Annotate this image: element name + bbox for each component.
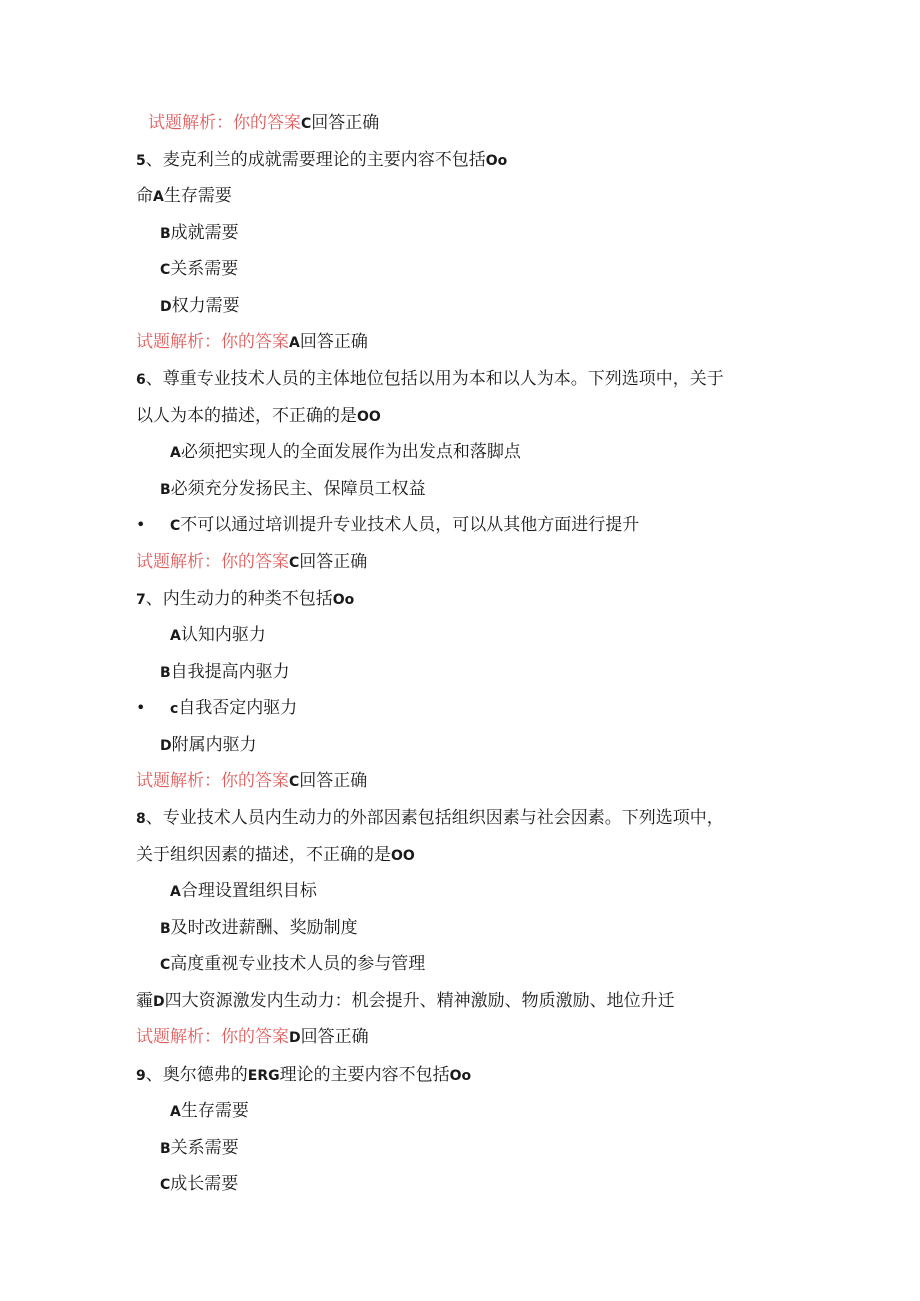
- answer-result: 回答正确: [300, 1027, 369, 1047]
- option-6a: [170, 440, 521, 465]
- answer-line: [136, 769, 367, 794]
- question-separator: 、: [145, 369, 163, 389]
- option-letter: D: [153, 994, 165, 1010]
- option-8a: [170, 879, 317, 904]
- option-letter: c: [170, 701, 179, 717]
- answer-result: 回答正确: [311, 113, 380, 133]
- question-9: [136, 1063, 471, 1088]
- question-8: [136, 806, 724, 831]
- option-text: 合理设置组织目标: [180, 881, 317, 901]
- answer-result: 回答正确: [299, 332, 368, 352]
- option-prefix: 命: [136, 186, 153, 206]
- question-number: 5: [136, 153, 146, 169]
- answer-label: 试题解析：你的答案: [136, 332, 289, 352]
- option-text: 自我否定内驱力: [178, 698, 298, 718]
- question-8-continued: [136, 843, 415, 868]
- option-6b: [160, 477, 426, 502]
- bullet-icon: •: [136, 698, 146, 717]
- question-text: 专业技术人员内生动力的外部因素包括组织因素与社会因素。下列选项中，: [162, 808, 724, 828]
- answer-label: 试题解析：你的答案: [148, 113, 301, 133]
- question-text: 关于组织因素的描述，不正确的是: [136, 845, 391, 865]
- option-5c: [160, 257, 238, 282]
- option-7a: [170, 623, 266, 648]
- question-tail: OO: [391, 848, 415, 864]
- option-text: 生存需要: [180, 1101, 249, 1121]
- option-text: 必须把实现人的全面发展作为出发点和落脚点: [180, 442, 521, 462]
- question-text: 麦克利兰的成就需要理论的主要内容不包括: [162, 150, 486, 170]
- option-5a: [136, 184, 232, 209]
- answer-letter: A: [289, 335, 300, 351]
- answer-letter: D: [289, 1030, 301, 1046]
- option-letter: B: [160, 1141, 171, 1157]
- option-letter: B: [160, 921, 171, 937]
- answer-line: [136, 330, 368, 355]
- question-tail: OO: [357, 409, 381, 425]
- option-letter: A: [170, 628, 181, 644]
- option-7b: [160, 660, 290, 685]
- option-text: 不可以通过培训提升专业技术人员，可以从其他方面进行提升: [180, 515, 640, 535]
- question-6: [136, 367, 724, 392]
- option-letter: A: [153, 189, 164, 205]
- option-text: 关系需要: [170, 259, 239, 279]
- option-text: 成长需要: [170, 1174, 239, 1194]
- answer-letter: C: [301, 116, 312, 132]
- option-text: 必须充分发扬民主、保障员工权益: [170, 479, 426, 499]
- question-text: 理论的主要内容不包括: [279, 1065, 450, 1085]
- option-letter: D: [160, 299, 172, 315]
- option-text: 生存需要: [163, 186, 232, 206]
- option-text: 高度重视专业技术人员的参与管理: [170, 954, 426, 974]
- answer-label: 试题解析：你的答案: [136, 552, 289, 572]
- option-letter: D: [160, 738, 172, 754]
- question-number: 6: [136, 372, 146, 388]
- question-7: [136, 587, 354, 612]
- option-9c: [160, 1172, 238, 1197]
- option-5d: [160, 294, 240, 319]
- option-8c: [160, 952, 425, 977]
- answer-result: 回答正确: [299, 552, 368, 572]
- question-tail: Oo: [485, 153, 508, 169]
- option-text: 四大资源激发内生动力：机会提升、精神激励、物质激励、地位升迁: [164, 991, 675, 1011]
- question-tail: Oo: [332, 592, 355, 608]
- question-abbreviation: ERG: [247, 1068, 280, 1084]
- question-text: 尊重专业技术人员的主体地位包括以用为本和以人为本。下列选项中，关于: [162, 369, 724, 389]
- answer-line: [136, 1025, 369, 1050]
- answer-label: 试题解析：你的答案: [136, 1027, 289, 1047]
- option-8b: [160, 916, 358, 941]
- answer-line: [148, 111, 379, 136]
- option-6c: [170, 513, 639, 538]
- bullet-icon: •: [136, 515, 146, 534]
- option-letter: B: [160, 482, 171, 498]
- option-prefix: 霾: [136, 991, 153, 1011]
- answer-letter: C: [289, 555, 300, 571]
- option-letter: A: [170, 1104, 181, 1120]
- option-8d: [136, 989, 675, 1014]
- option-9a: [170, 1099, 249, 1124]
- option-7c: [170, 696, 297, 721]
- option-letter: A: [170, 884, 181, 900]
- question-text: 奥尔德弗的: [162, 1065, 248, 1085]
- option-text: 及时改进薪酬、奖励制度: [170, 918, 358, 938]
- option-text: 权力需要: [171, 296, 240, 316]
- option-text: 成就需要: [170, 223, 239, 243]
- option-letter: C: [170, 518, 181, 534]
- question-separator: 、: [145, 1065, 163, 1085]
- option-letter: B: [160, 665, 171, 681]
- option-letter: C: [160, 262, 171, 278]
- answer-label: 试题解析：你的答案: [136, 771, 289, 791]
- option-text: 附属内驱力: [171, 735, 257, 755]
- question-separator: 、: [145, 808, 163, 828]
- question-5: [136, 148, 507, 173]
- answer-result: 回答正确: [299, 771, 368, 791]
- answer-letter: C: [289, 774, 300, 790]
- question-number: 8: [136, 811, 146, 827]
- option-text: 自我提高内驱力: [170, 662, 290, 682]
- answer-line: [136, 550, 367, 575]
- question-text: 内生动力的种类不包括: [162, 589, 333, 609]
- option-text: 认知内驱力: [180, 625, 266, 645]
- question-text: 以人为本的描述，不正确的是: [136, 406, 357, 426]
- question-number: 9: [136, 1068, 146, 1084]
- option-letter: B: [160, 226, 171, 242]
- question-number: 7: [136, 592, 146, 608]
- option-9b: [160, 1136, 239, 1161]
- option-letter: C: [160, 957, 171, 973]
- option-letter: A: [170, 445, 181, 461]
- question-separator: 、: [145, 589, 163, 609]
- question-separator: 、: [145, 150, 163, 170]
- option-5b: [160, 221, 239, 246]
- option-text: 关系需要: [170, 1138, 239, 1158]
- question-6-continued: [136, 404, 381, 429]
- question-tail: Oo: [449, 1068, 472, 1084]
- option-letter: C: [160, 1177, 171, 1193]
- option-7d: [160, 733, 257, 758]
